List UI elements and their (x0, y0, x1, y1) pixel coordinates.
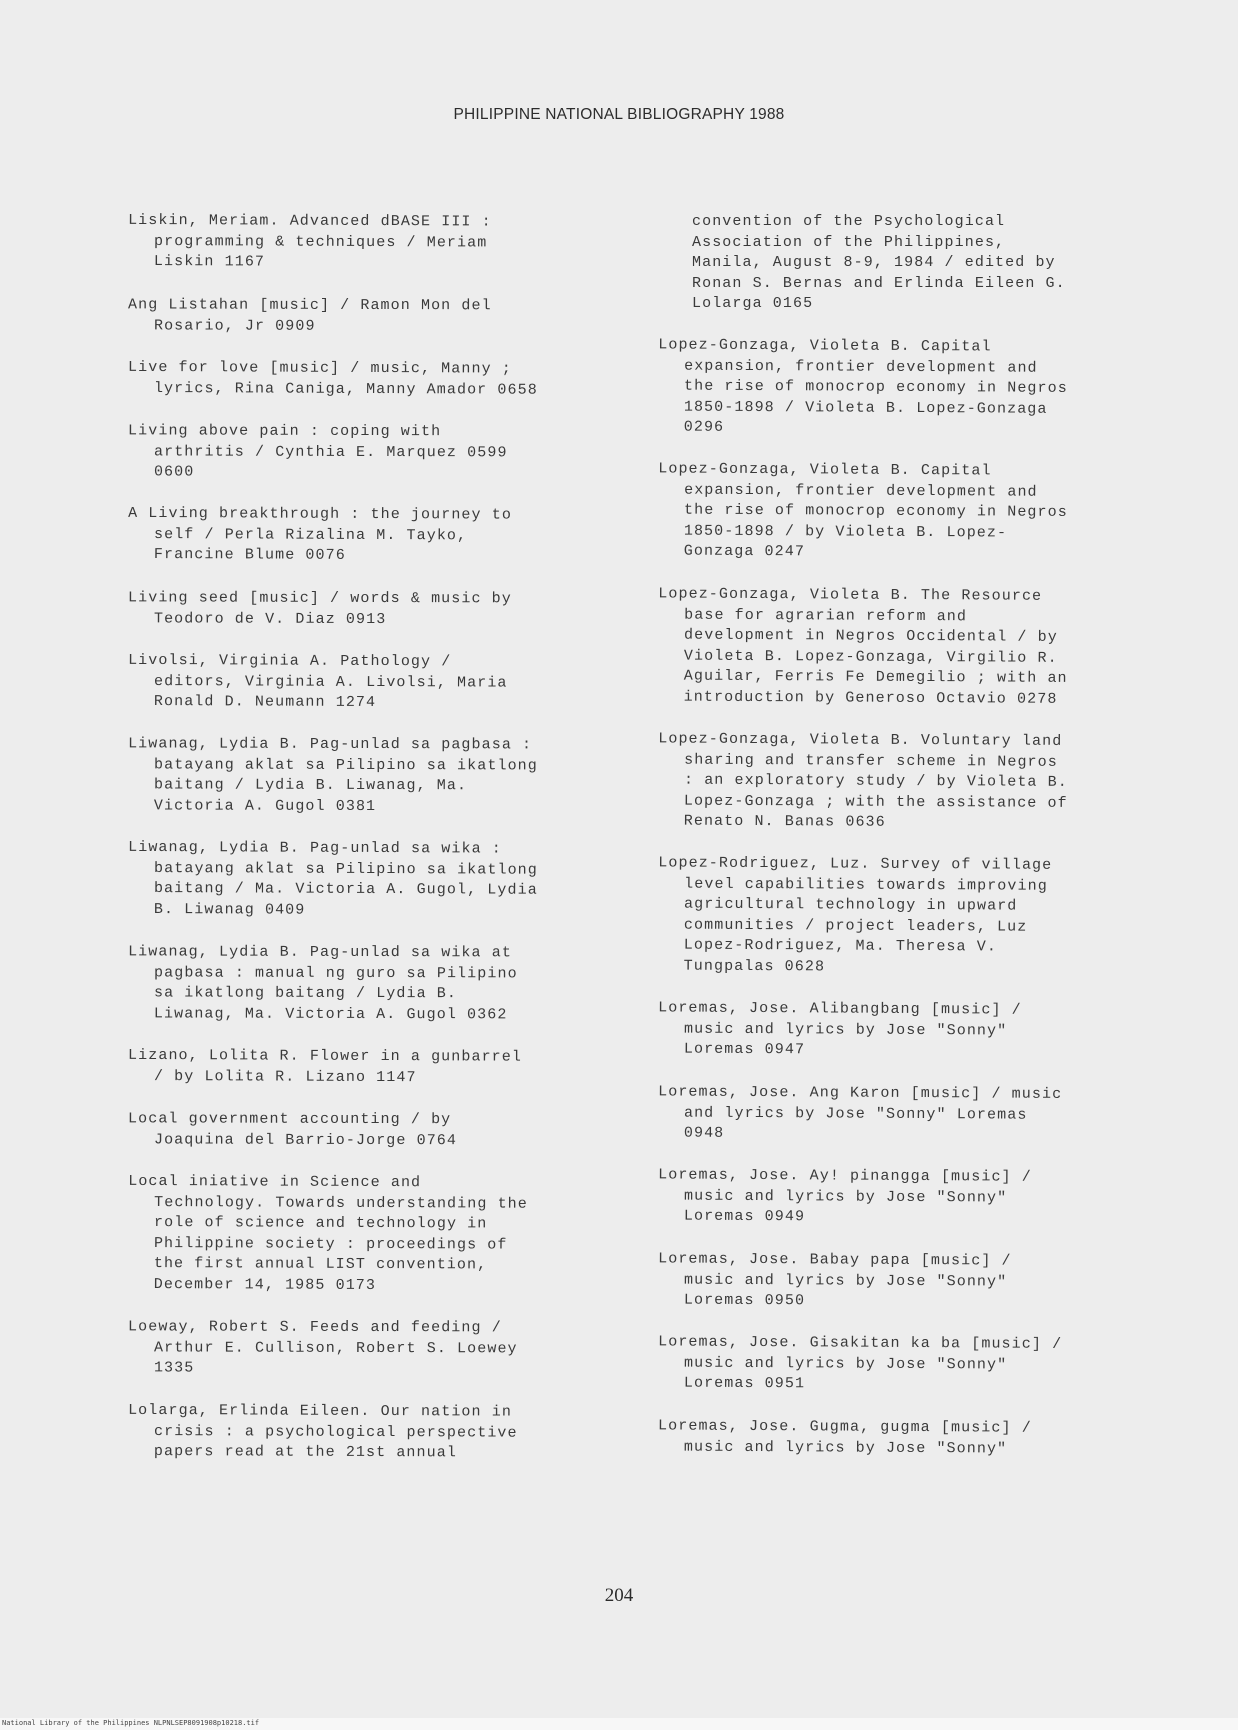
bibliography-entry: Loremas, Jose. Alibangbang [music] / music and lyrics by Jose "Sonny" Loremas 0947 (658, 999, 1022, 1059)
right-column (658, 212, 1178, 1481)
bibliography-entry: Living above pain : coping with arthritis / Cynthia E. Marquez 0599 0600 (128, 421, 508, 481)
bibliography-entry: Live for love [music] / music, Manny ; lyrics, Rina Caniga, Manny Amador 0658 (128, 358, 538, 398)
bibliography-entry: Lopez-Gonzaga, Violeta B. Capital expansion, frontier development and the rise of monocrop economy in Negros 1850-1898 / Violeta B. Lopez-Gonzaga 0296 (658, 335, 1068, 436)
scan-footer-label: National Library of the Philippines NLPNLSEP8091908p10218.tif (2, 1719, 260, 1727)
bibliography-entry: Liskin, Meriam. Advanced dBASE III : programming & techniques / Meriam Liskin 1167 (128, 211, 492, 271)
page-header: PHILIPPINE NATIONAL BIBLIOGRAPHY 1988 (453, 106, 785, 123)
bibliography-entry: Loeway, Robert S. Feeds and feeding / Arthur E. Cullison, Robert S. Loewey 1335 (128, 1318, 518, 1377)
bibliography-entry: Local government accounting / by Joaquina del Barrio-Jorge 0764 (128, 1110, 458, 1149)
page-number: 204 (604, 1585, 634, 1606)
bibliography-entry: Liwanag, Lydia B. Pag-unlad sa wika at pagbasa : manual ng guro sa Pilipino sa ikatlong baitang / Lydia B. Liwanag, Ma. Victoria A. Gugol 0362 (128, 943, 518, 1023)
bibliography-entry: Lopez-Rodriguez, Luz. Survey of village level capabilities towards improving agricultural technology in upward communities / project leaders, Luz Lopez-Rodriguez, Ma. Theresa V. Tungpalas 0628 (658, 854, 1053, 975)
bibliography-entry: Loremas, Jose. Ay! pinangga [music] / music and lyrics by Jose "Sonny" Loremas 0949 (658, 1166, 1032, 1226)
bibliography-entry: Lopez-Gonzaga, Violeta B. Voluntary land sharing and transfer scheme in Negros : an exploratory study / by Violeta B. Lopez-Gonzaga ; with the assistance of Renato N. Banas 0636 (658, 729, 1068, 831)
bibliography-entry: Ang Listahan [music] / Ramon Mon del Rosario, Jr 0909 (128, 295, 492, 334)
bibliography-entry: Living seed [music] / words & music by Teodoro de V. Diaz 0913 (128, 588, 512, 628)
bibliography-entry: Local iniative in Science and Technology. Towards understanding the role of science and technology in Philippine society : proceedings of the first annual LIST convention, December 14, 1985 0173 (128, 1172, 528, 1294)
bibliography-entry: Lizano, Lolita R. Flower in a gunbarrel / by Lolita R. Lizano 1147 (128, 1046, 523, 1086)
bibliography-entry: Lopez-Gonzaga, Violeta B. Capital expansion, frontier development and the rise of monocrop economy in Negros 1850-1898 / by Violeta B. Lopez- Gonzaga 0247 (658, 460, 1068, 561)
bibliography-entry: Lolarga, Erlinda Eileen. Our nation in crisis : a psychological perspective papers read at the 21st annual (128, 1401, 518, 1461)
bibliography-entry: Loremas, Jose. Babay papa [music] / music and lyrics by Jose "Sonny" Loremas 0950 (658, 1249, 1012, 1309)
left-column (128, 212, 628, 1485)
bibliography-entry: Loremas, Jose. Gisakitan ka ba [music] / music and lyrics by Jose "Sonny" Loremas 0951 (658, 1333, 1063, 1393)
bibliography-entry: A Living breakthrough : the journey to self / Perla Rizalina M. Tayko, Francine Blume 0076 (128, 504, 512, 564)
bibliography-entry-continuation: convention of the Psychological Association of the Philippines, Manila, August 8-9, 1984 / edited by Ronan S. Bernas and Erlinda Eileen G. Lolarga 0165 (692, 213, 1066, 312)
bibliography-entry: Livolsi, Virginia A. Pathology / editors, Virginia A. Livolsi, Maria Ronald D. Neumann 1274 (128, 651, 508, 711)
bibliography-entry: Loremas, Jose. Ang Karon [music] / music and lyrics by Jose "Sonny" Loremas 0948 (658, 1082, 1063, 1142)
bibliography-entry: Loremas, Jose. Gugma, gugma [music] / music and lyrics by Jose "Sonny" (658, 1416, 1032, 1457)
bibliography-entry: Liwanag, Lydia B. Pag-unlad sa pagbasa : batayang aklat sa Pilipino sa ikatlong baitang / Lydia B. Liwanag, Ma. Victoria A. Gugol 0381 (128, 735, 538, 815)
bibliography-entry: Lopez-Gonzaga, Violeta B. The Resource base for agrarian reform and development in Negros Occidental / by Violeta B. Lopez-Gonzaga, Virgilio R. Aguilar, Ferris Fe Demegilio ; with an introduction by Generoso Octavio 0278 (658, 584, 1068, 707)
bibliography-entry: Liwanag, Lydia B. Pag-unlad sa wika : batayang aklat sa Pilipino sa ikatlong baitang / Ma. Victoria A. Gugol, Lydia B. Liwanag 0409 (128, 838, 538, 919)
